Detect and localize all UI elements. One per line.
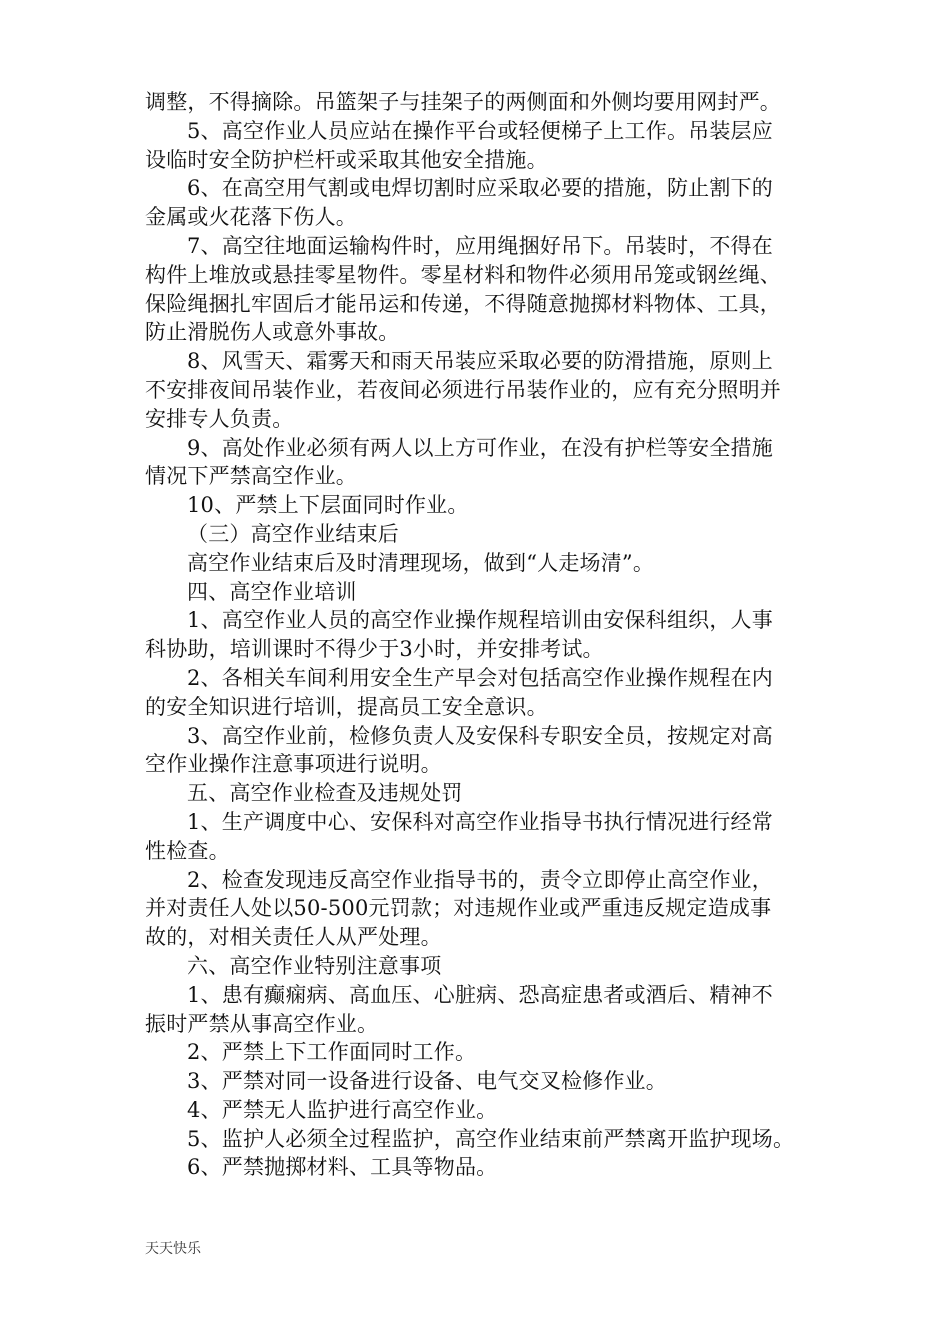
text-line: 2、各相关车间利用安全生产早会对包括高空作业操作规程在内 — [187, 665, 773, 690]
text-line: 设临时安全防护栏杆或采取其他安全措施。 — [145, 147, 548, 172]
text-line: 4、严禁无人监护进行高空作业。 — [187, 1097, 498, 1122]
text-line: 不安排夜间吊装作业，若夜间必须进行吊装作业的，应有充分照明并 — [145, 377, 781, 402]
text-line: 6、严禁抛掷材料、工具等物品。 — [187, 1155, 498, 1180]
text-line: 振时严禁从事高空作业。 — [145, 1011, 379, 1036]
text-line: 保险绳捆扎牢固后才能吊运和传递，不得随意抛掷材料物体、工具， — [145, 291, 781, 316]
text-line: 调整，不得摘除。吊篮架子与挂架子的两侧面和外侧均要用网封严。 — [145, 90, 781, 114]
text-line: 并对责任人处以50-500元罚款；对违规作业或严重违反规定造成事 — [145, 896, 772, 921]
text-line: 防止滑脱伤人或意外事故。 — [145, 320, 400, 345]
text-line: 五、高空作业检查及违规处罚 — [187, 781, 463, 806]
text-line: 5、监护人必须全过程监护，高空作业结束前严禁离开监护现场。 — [187, 1126, 795, 1151]
text-line: 的安全知识进行培训，提高员工安全意识。 — [145, 694, 548, 719]
text-line: 2、检查发现违反高空作业指导书的，责令立即停止高空作业， — [187, 867, 773, 892]
text-line: 6、在高空用气割或电焊切割时应采取必要的措施，防止割下的 — [187, 176, 773, 201]
text-line: 3、高空作业前，检修负责人及安保科专职安全员，按规定对高 — [187, 723, 773, 748]
text-line: 1、高空作业人员的高空作业操作规程培训由安保科组织，人事 — [187, 608, 773, 633]
text-line: 9、高处作业必须有两人以上方可作业，在没有护栏等安全措施 — [187, 435, 773, 460]
document-body — [145, 88, 810, 1182]
text-line: 7、高空往地面运输构件时，应用绳捆好吊下。吊装时，不得在 — [187, 233, 773, 258]
text-line: 2、严禁上下工作面同时工作。 — [187, 1040, 477, 1065]
text-line: （三）高空作业结束后 — [187, 521, 399, 546]
text-line: 空作业操作注意事项进行说明。 — [145, 752, 442, 777]
text-line: 高空作业结束后及时清理现场，做到“人走场清”。 — [187, 550, 655, 575]
text-line: 情况下严禁高空作业。 — [145, 464, 357, 489]
text-line: 四、高空作业培训 — [187, 579, 357, 604]
text-line: 金属或火花落下伤人。 — [145, 205, 357, 230]
page-footer: 天天快乐 — [145, 1241, 201, 1257]
text-line: 1、生产调度中心、安保科对高空作业指导书执行情况进行经常 — [187, 809, 773, 834]
text-line: 性检查。 — [145, 838, 230, 863]
text-line: 10、严禁上下层面同时作业。 — [187, 493, 469, 518]
text-line: 3、严禁对同一设备进行设备、电气交叉检修作业。 — [187, 1069, 667, 1094]
text-line: 故的，对相关责任人从严处理。 — [145, 925, 442, 950]
text-line: 六、高空作业特别注意事项 — [187, 953, 442, 978]
text-line: 安排专人负责。 — [145, 406, 294, 431]
text-line: 1、患有癫痫病、高血压、心脏病、恐高症患者或酒后、精神不 — [187, 982, 773, 1007]
text-line: 8、风雪天、霜雾天和雨天吊装应采取必要的防滑措施，原则上 — [187, 349, 773, 374]
text-line: 5、高空作业人员应站在操作平台或轻便梯子上工作。吊装层应 — [187, 118, 773, 143]
text-line: 构件上堆放或悬挂零星物件。零星材料和物件必须用吊笼或钢丝绳、 — [145, 262, 781, 287]
text-line: 科协助，培训课时不得少于3小时，并安排考试。 — [145, 637, 604, 662]
